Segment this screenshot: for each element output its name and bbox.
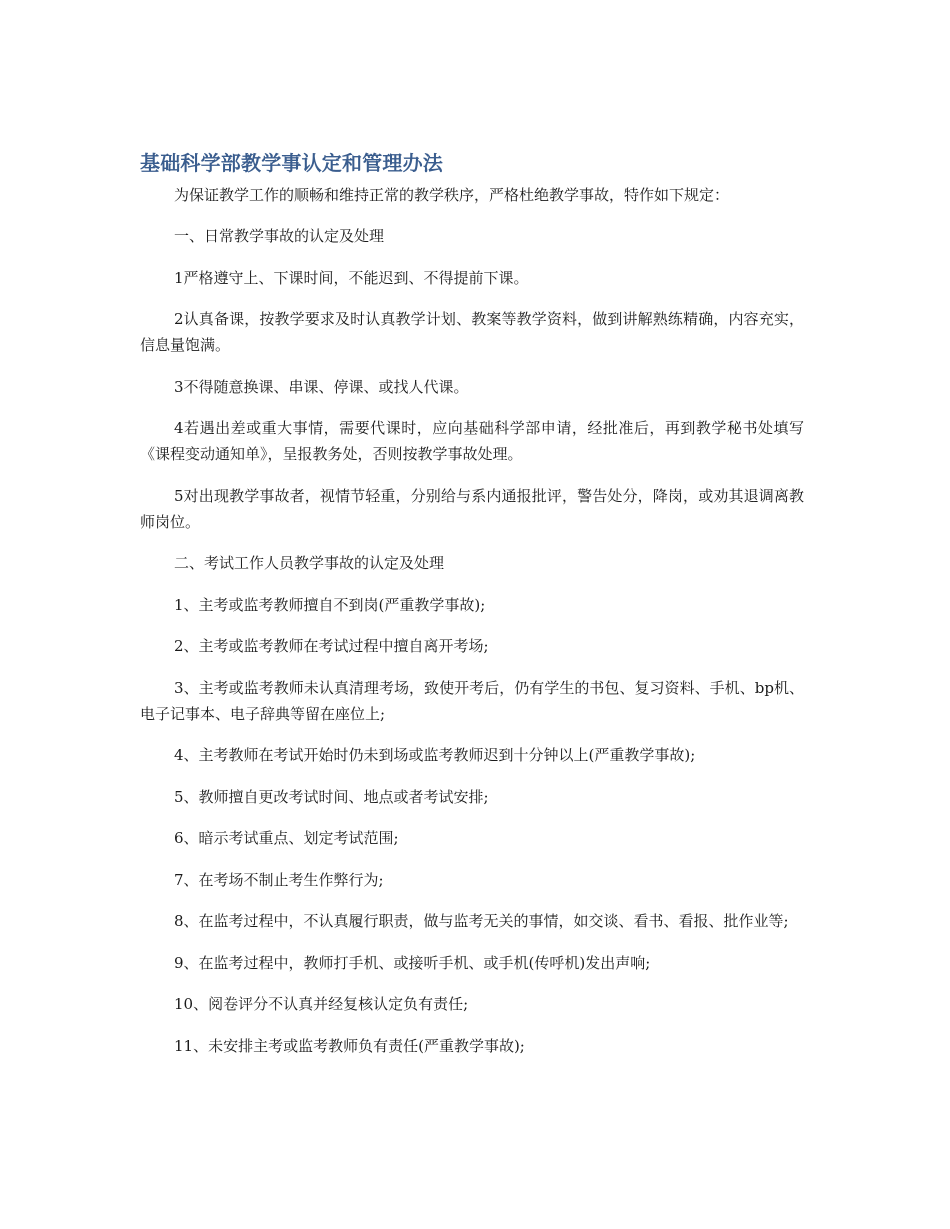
exam-rule-3: 3、主考或监考教师未认真清理考场，致使开考后，仍有学生的书包、复习资料、手机、bp机、电子记事本、电子辞典等留在座位上; bbox=[140, 678, 804, 723]
exam-rule-5: 5、教师擅自更改考试时间、地点或者考试安排; bbox=[174, 787, 489, 806]
exam-rule-10: 10、阅卷评分不认真并经复核认定负有责任; bbox=[174, 995, 469, 1013]
section-heading-daily: 一、日常教学事故的认定及处理 bbox=[174, 227, 385, 245]
daily-rule-2: 2认真备课，按教学要求及时认真教学计划、教案等教学资料，做到讲解熟练精确，内容充实，信息量饱满。 bbox=[140, 310, 804, 354]
daily-rule-4: 4若遇出差或重大事情，需要代课时，应向基础科学部申请，经批准后，再到教学秘书处填写《课程变动通知单》，呈报教务处，否则按教学事故处理。 bbox=[140, 419, 804, 463]
exam-rule-6: 6、暗示考试重点、划定考试范围; bbox=[174, 829, 399, 847]
exam-rule-8: 8、在监考过程中，不认真履行职责，做与监考无关的事情，如交谈、看书、看报、批作业等; bbox=[174, 912, 789, 930]
exam-rule-9: 9、在监考过程中，教师打手机、或接听手机、或手机(传呼机)发出声响; bbox=[174, 953, 651, 972]
daily-rule-3: 3不得随意换课、串课、停课、或找人代课。 bbox=[174, 377, 469, 396]
exam-rule-11: 11、未安排主考或监考教师负有责任(严重教学事故); bbox=[174, 1036, 525, 1055]
daily-rule-1: 1严格遵守上、下课时间，不能迟到、不得提前下课。 bbox=[174, 268, 529, 287]
document-title: 基础科学部教学事认定和管理办法 bbox=[140, 151, 443, 175]
document-page bbox=[140, 148, 804, 1074]
exam-rule-7: 7、在考场不制止考生作弊行为; bbox=[174, 870, 384, 889]
exam-rule-1: 1、主考或监考教师擅自不到岗(严重教学事故); bbox=[174, 595, 486, 614]
section-heading-exam: 二、考试工作人员教学事故的认定及处理 bbox=[174, 554, 445, 572]
daily-rule-5: 5对出现教学事故者，视情节轻重，分别给与系内通报批评，警告处分，降岗，或劝其退调离教师岗位。 bbox=[140, 486, 804, 531]
exam-rule-2: 2、主考或监考教师在考试过程中擅自离开考场; bbox=[174, 637, 489, 655]
intro-paragraph: 为保证教学工作的顺畅和维持正常的教学秩序，严格杜绝教学事故，特作如下规定： bbox=[174, 186, 730, 204]
exam-rule-4: 4、主考教师在考试开始时仍未到场或监考教师迟到十分钟以上(严重教学事故); bbox=[174, 746, 696, 764]
